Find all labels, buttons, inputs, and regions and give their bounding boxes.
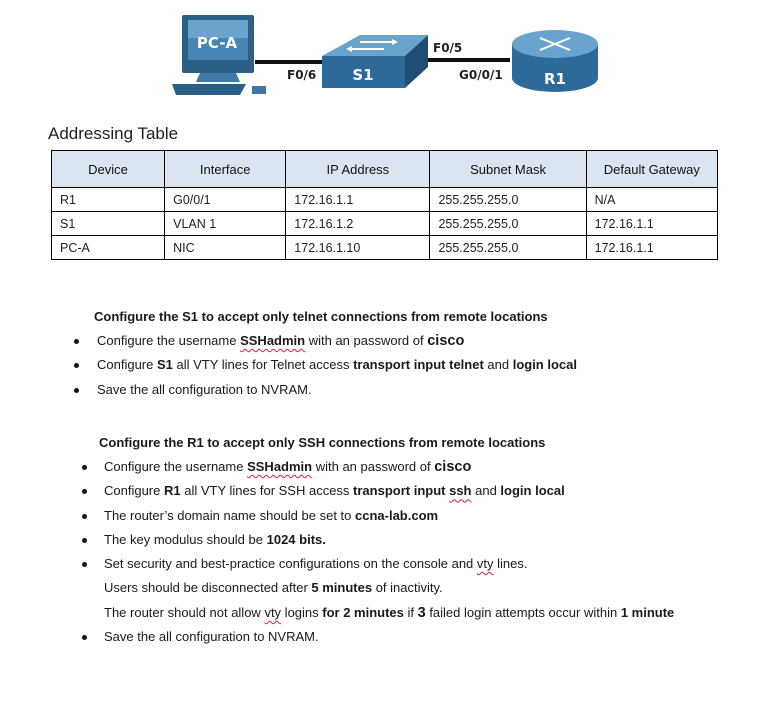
list-item: The router’s domain name should be set to ccna-lab.com (84, 504, 674, 528)
port-label-g0-0-1: G0/0/1 (459, 68, 503, 82)
cell-ip: 172.16.1.1 (286, 188, 430, 212)
bullet-icon (82, 465, 87, 470)
password-value: cisco (427, 333, 465, 349)
addressing-table (51, 150, 718, 260)
bullet-icon (74, 388, 79, 393)
pc-icon (172, 15, 266, 95)
r1-section-heading: Configure the R1 to accept only SSH connections from remote locations (99, 435, 546, 450)
bullet-icon (82, 489, 87, 494)
header-device: Device (52, 151, 165, 188)
cell-device: PC-A (52, 236, 165, 260)
cell-ip: 172.16.1.2 (286, 212, 430, 236)
s1-config-section (76, 305, 577, 402)
header-default-gateway: Default Gateway (586, 151, 717, 188)
port-label-f0-6: F0/6 (287, 68, 317, 82)
cell-mask: 255.255.255.0 (430, 236, 586, 260)
password-value: cisco (434, 459, 472, 475)
cell-gateway: 172.16.1.1 (586, 212, 717, 236)
header-interface: Interface (165, 151, 286, 188)
addressing-table-title: Addressing Table (48, 124, 179, 143)
cell-device: R1 (52, 188, 165, 212)
header-ip-address: IP Address (286, 151, 430, 188)
cell-ip: 172.16.1.10 (286, 236, 430, 260)
switch-label: S1 (352, 66, 374, 84)
list-item: Save the all configuration to NVRAM. (84, 625, 674, 649)
header-subnet-mask: Subnet Mask (430, 151, 586, 188)
list-item: Configure the username SSHadmin with an password of cisco (76, 329, 577, 353)
bullet-icon (82, 562, 87, 567)
switch-icon (322, 35, 428, 88)
bullet-icon (82, 514, 87, 519)
table-row (52, 212, 718, 236)
list-item: Save the all configuration to NVRAM. (76, 378, 577, 402)
router-label: R1 (544, 70, 566, 88)
list-item: The key modulus should be 1024 bits. (84, 528, 674, 552)
bullet-icon (74, 339, 79, 344)
cell-gateway: 172.16.1.1 (586, 236, 717, 260)
list-item: Users should be disconnected after 5 minutes of inactivity. (104, 580, 443, 596)
s1-section-heading: Configure the S1 to accept only telnet connections from remote locations (94, 309, 548, 324)
table-header-row (52, 151, 718, 188)
pc-label: PC-A (196, 34, 238, 52)
r1-config-section (84, 431, 674, 649)
list-item: Set security and best-practice configurations on the console and vty lines. (84, 552, 674, 576)
table-row (52, 236, 718, 260)
cell-interface: VLAN 1 (165, 212, 286, 236)
cell-mask: 255.255.255.0 (430, 188, 586, 212)
username-value: SSHadmin (240, 333, 306, 348)
table-row (52, 188, 718, 212)
list-item: Configure R1 all VTY lines for SSH access transport input ssh and login local (84, 479, 674, 503)
username-value: SSHadmin (247, 459, 313, 474)
s1-config-list (76, 329, 577, 402)
cell-interface: G0/0/1 (165, 188, 286, 212)
topology-diagram (0, 0, 767, 115)
list-item: Configure the username SSHadmin with an password of cisco (84, 455, 674, 479)
port-label-f0-5: F0/5 (433, 41, 463, 55)
cell-device: S1 (52, 212, 165, 236)
cell-interface: NIC (165, 236, 286, 260)
list-item: The router should not allow vty logins for 2 minutes if 3 failed login attempts occur within 1 minute (104, 604, 675, 621)
cell-mask: 255.255.255.0 (430, 212, 586, 236)
bullet-icon (74, 363, 79, 368)
cell-gateway: N/A (586, 188, 717, 212)
list-item: Configure S1 all VTY lines for Telnet access transport input telnet and login local (76, 353, 577, 377)
r1-config-list (84, 455, 674, 649)
bullet-icon (82, 635, 87, 640)
bullet-icon (82, 538, 87, 543)
